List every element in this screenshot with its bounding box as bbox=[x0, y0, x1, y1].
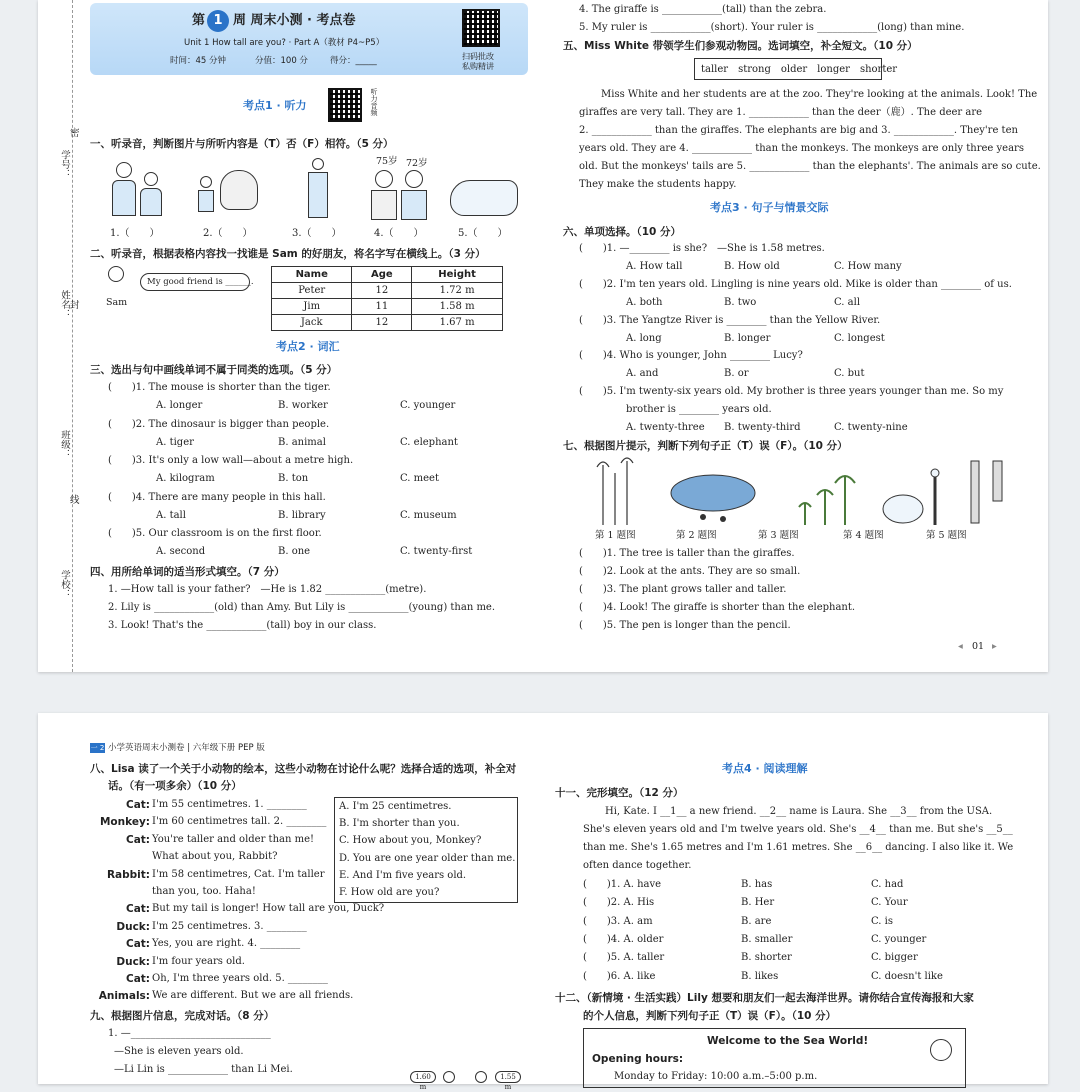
header-banner bbox=[90, 3, 528, 75]
poster-title: Welcome to the Sea World! bbox=[707, 1035, 869, 1047]
pic-label-2: 第 2 题图 bbox=[676, 530, 717, 541]
q4-title: 四、用所给单词的适当形式填空。（7 分） bbox=[90, 566, 285, 578]
option-a[interactable]: A. longer bbox=[156, 400, 203, 411]
vocab-question[interactable]: ( )5. Our classroom is on the first floor. bbox=[108, 528, 322, 539]
cloze-option-c[interactable]: C. doesn't like bbox=[871, 970, 943, 982]
q1-mark-4[interactable]: 4.（ ） bbox=[374, 228, 424, 239]
side-seal-mi: 密 bbox=[70, 128, 80, 139]
option-c[interactable]: C. How many bbox=[834, 261, 902, 272]
picture-cat-dog bbox=[450, 180, 518, 216]
picture-boy-dog bbox=[198, 170, 263, 220]
pic-label-4: 第 4 题图 bbox=[843, 530, 884, 541]
cell: Peter bbox=[272, 283, 352, 299]
side-label-school: 学校： bbox=[59, 570, 70, 599]
mc-question[interactable]: ( )2. I'm ten years old. Lingling is nine years old. Mike is older than ________ of us. bbox=[579, 279, 1012, 290]
fill-line-1[interactable]: 1. —How tall is your father? —He is 1.82 ____________(metre). bbox=[108, 584, 427, 595]
prev-page-arrow-icon[interactable]: ◂ bbox=[958, 641, 963, 652]
option-c[interactable]: C. longest bbox=[834, 333, 885, 344]
side-label-id: 学号： bbox=[59, 150, 70, 179]
binding-line bbox=[72, 0, 73, 672]
q11-title: 十一、完形填空。（12 分） bbox=[555, 787, 684, 799]
q8-title: 八、Lisa 读了一个关于小动物的绘本，这些小动物在讨论什么呢？选择合适的选项，补全对 bbox=[90, 763, 517, 775]
cloze-line: often dance together. bbox=[583, 860, 692, 871]
cloze-option-a[interactable]: ( )3. A. am bbox=[583, 915, 653, 927]
option-c[interactable]: C. younger bbox=[400, 400, 456, 411]
banner-title: 周 周末小测 · 考点卷 bbox=[233, 13, 356, 28]
poster-hours-time: Monday to Friday: 10:00 a.m.–5:00 p.m. bbox=[614, 1071, 818, 1082]
exam-page-1 bbox=[38, 0, 1048, 672]
q1-mark-5[interactable]: 5.（ ） bbox=[458, 228, 508, 239]
page-badge: 一 2 bbox=[90, 744, 105, 752]
option-a[interactable]: A. tiger bbox=[156, 436, 194, 448]
option-b[interactable]: B. How old bbox=[724, 261, 780, 272]
tf-item[interactable]: ( )2. Look at the ants. They are so small. bbox=[579, 566, 801, 577]
height-tag-2: 1.55 m bbox=[495, 1071, 521, 1083]
sea-world-poster bbox=[583, 1028, 966, 1088]
giraffe-tree-picture bbox=[597, 458, 633, 525]
speaker: Duck: bbox=[116, 920, 150, 933]
vocab-question[interactable]: ( )1. The mouse is shorter than the tiger. bbox=[108, 382, 331, 393]
passage-line: They make the students happy. bbox=[579, 179, 737, 190]
option-c[interactable]: C. twenty-first bbox=[400, 546, 473, 557]
dialog-line: But my tail is longer! How tall are you, Duck? bbox=[152, 903, 385, 915]
bubble-text: My good friend is ______. bbox=[147, 277, 254, 287]
tf-item[interactable]: ( )3. The plant grows taller and taller. bbox=[579, 584, 787, 595]
dialog-line[interactable]: I'm 25 centimetres. 3. ________ bbox=[152, 920, 307, 932]
option-a[interactable]: A. second bbox=[156, 546, 206, 557]
speaker: Animals: bbox=[98, 990, 150, 1003]
th-height: Height bbox=[412, 267, 503, 283]
cloze-option-a[interactable]: ( )1. A. have bbox=[583, 879, 662, 890]
table-row bbox=[272, 299, 503, 315]
table-row bbox=[272, 283, 503, 299]
tf-item[interactable]: ( )1. The tree is taller than the giraffes. bbox=[579, 548, 795, 559]
side-label-name: 姓名： bbox=[59, 290, 70, 319]
girl-figure bbox=[930, 1039, 952, 1061]
mc-question[interactable]: ( )1. —________ is she? —She is 1.58 metres. bbox=[579, 243, 825, 254]
dialog-line: We are different. But we are all friends. bbox=[152, 990, 354, 1002]
age-tag-75: 75岁 bbox=[376, 156, 398, 167]
boy-avatar bbox=[475, 1071, 487, 1083]
sam-label: Sam bbox=[106, 297, 128, 308]
cloze-option-a[interactable]: ( )2. A. His bbox=[583, 897, 655, 909]
speaker: Cat: bbox=[125, 973, 150, 985]
option-item: E. And I'm five years old. bbox=[339, 869, 467, 881]
option-c[interactable]: C. twenty-nine bbox=[834, 422, 908, 433]
pic-label-3: 第 3 题图 bbox=[758, 530, 799, 541]
q8-title-2: 话。（有一项多余）（10 分） bbox=[108, 780, 242, 792]
cloze-option-c[interactable]: C. had bbox=[871, 879, 904, 890]
option-b[interactable]: B. one bbox=[278, 546, 311, 557]
cloze-option-a[interactable]: ( )4. A. older bbox=[583, 933, 664, 945]
option-c[interactable]: C. but bbox=[834, 368, 865, 379]
option-b[interactable]: B. library bbox=[278, 509, 326, 521]
option-b[interactable]: B. or bbox=[724, 368, 749, 379]
passage-line[interactable]: 2. ____________ than the giraffes. The elephants are big and 3. ____________. They're ten bbox=[579, 125, 1018, 136]
q1-mark-1[interactable]: 1.（ ） bbox=[110, 228, 160, 239]
qr-label-1: 扫码批改 bbox=[462, 52, 494, 61]
score-info: 分值：100 分 bbox=[255, 56, 308, 66]
dialog-line: I'm 58 centimetres, Cat. I'm taller bbox=[152, 868, 325, 880]
cloze-option-b[interactable]: B. Her bbox=[741, 897, 775, 909]
cloze-option-b[interactable]: B. shorter bbox=[741, 952, 792, 964]
fill-line-2[interactable]: 2. Lily is ____________(old) than Amy. But Lily is ____________(young) than me. bbox=[108, 602, 496, 613]
option-a[interactable]: A. How tall bbox=[626, 261, 683, 272]
q2-title: 二、听录音，根据表格内容找一找谁是 Sam 的好朋友，将名字写在横线上。（3 分） bbox=[90, 248, 486, 260]
option-b[interactable]: B. longer bbox=[724, 333, 771, 344]
cell: 12 bbox=[352, 315, 412, 331]
speaker: Cat: bbox=[125, 903, 150, 916]
qr-label-2: 私购精讲 bbox=[462, 62, 494, 71]
section-3-title: 考点3 · 句子与情景交际 bbox=[710, 201, 829, 214]
table-row bbox=[272, 315, 503, 331]
tf-item[interactable]: ( )5. The pen is longer than the pencil. bbox=[579, 620, 791, 631]
options-box bbox=[334, 797, 518, 903]
q1-mark-3[interactable]: 3.（ ） bbox=[292, 228, 342, 239]
table-header-row bbox=[272, 267, 503, 283]
q7-pictures bbox=[583, 455, 1003, 530]
dialog-line: I'm four years old. bbox=[152, 955, 245, 967]
week-prefix: 第 bbox=[192, 13, 206, 28]
cloze-option-c[interactable]: C. bigger bbox=[871, 952, 918, 964]
pic-label-1: 第 1 题图 bbox=[595, 530, 636, 541]
section-2-title: 考点2 · 词汇 bbox=[276, 340, 340, 353]
cell: 1.72 m bbox=[412, 283, 503, 299]
cloze-option-a[interactable]: ( )6. A. like bbox=[583, 970, 656, 982]
cloze-line[interactable]: than me. She's 1.65 metres and I'm 1.61 metres. She __6__ dancing. I also like it. We bbox=[583, 842, 1014, 853]
cloze-option-c[interactable]: C. younger bbox=[871, 933, 927, 945]
age-tag-72: 72岁 bbox=[406, 158, 428, 169]
option-c[interactable]: C. meet bbox=[400, 473, 439, 484]
side-label-class: 班级： bbox=[59, 430, 70, 459]
dialog-line[interactable]: I'm 55 centimetres. 1. ________ bbox=[152, 799, 307, 810]
q9-line-3[interactable]: —Li Lin is ____________ than Li Mei. bbox=[114, 1064, 293, 1075]
option-item: F. How old are you? bbox=[339, 887, 440, 898]
vocab-question[interactable]: ( )2. The dinosaur is bigger than people. bbox=[108, 418, 330, 430]
height-tag-1: 1.60 m bbox=[410, 1071, 436, 1083]
cell: 12 bbox=[352, 283, 412, 299]
picture-tall-man bbox=[303, 158, 333, 220]
score-got: 得分：_____ bbox=[330, 56, 377, 66]
cloze-option-c[interactable]: C. Your bbox=[871, 897, 908, 909]
option-a[interactable]: A. and bbox=[626, 368, 659, 379]
page2-header: 小学英语周末小测卷 | 六年级下册 PEP 版 bbox=[108, 743, 265, 753]
side-seal-xian: 线 bbox=[70, 495, 80, 506]
q9-line-2: —She is eleven years old. bbox=[114, 1046, 244, 1057]
fill-line-3[interactable]: 3. Look! That's the ____________(tall) boy in our class. bbox=[108, 620, 377, 631]
speaker: Cat: bbox=[125, 938, 150, 951]
time-info: 时间：45 分钟 bbox=[170, 56, 227, 66]
q7-title: 七、根据图片提示，判断下列句子正（T）误（F）。（10 分） bbox=[563, 440, 848, 452]
page-number: 01 bbox=[972, 641, 985, 652]
q12-title: 十二、（新情境 · 生活实践）Lily 想要和朋友们一起去海洋世界。请你结合宣传海报和大家 bbox=[555, 992, 974, 1004]
option-b[interactable]: B. worker bbox=[278, 400, 328, 411]
tf-item[interactable]: ( )4. Look! The giraffe is shorter than the elephant. bbox=[579, 602, 856, 613]
option-a[interactable]: A. twenty-three bbox=[626, 422, 705, 433]
mc-question[interactable]: ( )3. The Yangtze River is ________ than the Yellow River. bbox=[579, 315, 881, 326]
option-item: D. You are one year older than me. bbox=[339, 852, 516, 864]
cloze-option-b[interactable]: B. smaller bbox=[741, 933, 793, 945]
poster-hours-label: Opening hours: bbox=[592, 1053, 684, 1065]
next-page-arrow-icon[interactable]: ▸ bbox=[992, 641, 997, 652]
plants-picture bbox=[799, 476, 855, 525]
vocab-question[interactable]: ( )4. There are many people in this hall. bbox=[108, 491, 326, 503]
option-a[interactable]: A. both bbox=[626, 297, 663, 308]
cloze-line[interactable]: She's eleven years old and I'm twelve years old. She's __4__ than me. But she's __5__ bbox=[583, 824, 1013, 835]
cloze-option-b[interactable]: B. are bbox=[741, 915, 772, 927]
giraffe-elephant-picture bbox=[883, 469, 939, 525]
cloze-option-b[interactable]: B. likes bbox=[741, 970, 779, 982]
option-c[interactable]: C. all bbox=[834, 297, 861, 308]
dialog-line: than you, too. Haha! bbox=[152, 886, 256, 897]
q5-title: 五、Miss White 带领学生们参观动物园。选词填空，补全短文。（10 分） bbox=[563, 40, 918, 52]
th-name: Name bbox=[272, 267, 352, 283]
cell: Jack bbox=[272, 315, 352, 331]
mc-question-cont: brother is ________ years old. bbox=[626, 404, 772, 415]
q1-mark-2[interactable]: 2.（ ） bbox=[203, 228, 253, 239]
speaker: Monkey: bbox=[99, 816, 150, 829]
dialog-line[interactable]: Yes, you are right. 4. ________ bbox=[152, 938, 301, 950]
option-b[interactable]: B. animal bbox=[278, 436, 326, 448]
audio-qr-label: 听力音频 bbox=[370, 88, 378, 116]
audio-qr-icon[interactable] bbox=[328, 88, 362, 122]
option-item: B. I'm shorter than you. bbox=[339, 818, 460, 830]
option-a[interactable]: A. long bbox=[626, 333, 662, 344]
option-c[interactable]: C. museum bbox=[400, 509, 457, 521]
speaker: Duck: bbox=[116, 955, 150, 968]
cell: Jim bbox=[272, 299, 352, 315]
pic-label-5: 第 5 题图 bbox=[926, 530, 967, 541]
speaker: Cat: bbox=[125, 833, 150, 846]
pen-pencil-picture bbox=[971, 461, 1002, 523]
sam-avatar bbox=[108, 266, 124, 282]
dialog-line: What about you, Rabbit? bbox=[152, 851, 278, 863]
banner-subtitle: Unit 1 How tall are you? · Part A（教材 P4~P5） bbox=[184, 38, 385, 48]
option-a[interactable]: A. tall bbox=[156, 509, 186, 521]
speech-bubble bbox=[140, 273, 254, 291]
picture-father-daughter bbox=[110, 160, 170, 220]
picture-grandparents bbox=[371, 170, 433, 222]
height-table bbox=[271, 266, 503, 331]
exam-page-2 bbox=[38, 713, 1048, 1091]
dialog-line: You're taller and older than me! bbox=[152, 833, 315, 845]
cloze-line[interactable]: Hi, Kate. I __1__ a new friend. __2__ name is Laura. She __3__ from the USA. bbox=[605, 806, 993, 817]
speaker: Cat: bbox=[125, 799, 150, 811]
qr-code-icon[interactable] bbox=[462, 9, 500, 47]
passage-line[interactable]: years old. They are 4. ____________ than the monkeys. The monkeys are only three years bbox=[579, 143, 1024, 154]
mc-question[interactable]: ( )5. I'm twenty-six years old. My brother is three years younger than me. So my bbox=[579, 386, 1004, 397]
week-number-badge: 1 bbox=[207, 10, 229, 32]
q9-line-1[interactable]: 1. —____________________________ bbox=[108, 1028, 271, 1039]
cell: 11 bbox=[352, 299, 412, 315]
vocab-question[interactable]: ( )3. It's only a low wall—about a metre high. bbox=[108, 455, 354, 466]
fill-line-5[interactable]: 5. My ruler is ____________(short). Your ruler is ____________(long) than mine. bbox=[579, 22, 965, 33]
section-4-title: 考点4 · 阅读理解 bbox=[722, 762, 808, 775]
section-1-title: 考点1 · 听力 bbox=[243, 99, 307, 112]
speaker: Rabbit: bbox=[106, 868, 150, 881]
mc-question[interactable]: ( )4. Who is younger, John ________ Lucy? bbox=[579, 350, 803, 361]
dialog-line[interactable]: Oh, I'm three years old. 5. ________ bbox=[152, 973, 328, 984]
passage-line[interactable]: old. But the monkeys' tails are 5. ____________ than the elephants'. The animals are so cute. bbox=[579, 161, 1041, 172]
cell: 1.67 m bbox=[412, 315, 503, 331]
ants-picture bbox=[671, 475, 755, 522]
q6-title: 六、单项选择。（10 分） bbox=[563, 226, 682, 238]
fill-line-4[interactable]: 4. The giraffe is ____________(tall) than the zebra. bbox=[579, 4, 827, 15]
option-b[interactable]: B. twenty-third bbox=[724, 422, 801, 433]
option-item: A. I'm 25 centimetres. bbox=[339, 801, 452, 812]
passage-line: Miss White and her students are at the zoo. They're looking at the animals. Look! The bbox=[601, 89, 1038, 100]
th-age: Age bbox=[352, 267, 412, 283]
cloze-option-c[interactable]: C. is bbox=[871, 915, 893, 927]
side-seal-feng: 封 bbox=[70, 300, 80, 311]
cloze-option-b[interactable]: B. has bbox=[741, 879, 773, 890]
dialog-line[interactable]: I'm 60 centimetres tall. 2. ________ bbox=[152, 816, 327, 828]
q3-title: 三、选出与句中画线单词不属于同类的选项。（5 分） bbox=[90, 364, 338, 376]
cell: 1.58 m bbox=[412, 299, 503, 315]
girl-avatar bbox=[443, 1071, 455, 1083]
passage-line[interactable]: giraffes are very tall. They are 1. ____________ than the deer（鹿）. The deer are bbox=[579, 107, 983, 118]
option-b[interactable]: B. two bbox=[724, 297, 757, 308]
option-b[interactable]: B. ton bbox=[278, 473, 309, 484]
word-bank bbox=[694, 58, 898, 80]
q1-title: 一、听录音，判断图片与所听内容是（T）否（F）相符。（5 分） bbox=[90, 138, 394, 150]
q12-title-2: 的个人信息，判断下列句子正（T）误（F）。（10 分） bbox=[583, 1010, 837, 1022]
word-bank-words: taller strong older longer shorter bbox=[701, 64, 898, 75]
q9-title: 九、根据图片信息，完成对话。（8 分） bbox=[90, 1010, 275, 1022]
option-item: C. How about you, Monkey? bbox=[339, 835, 482, 847]
option-a[interactable]: A. kilogram bbox=[156, 473, 215, 484]
cloze-option-a[interactable]: ( )5. A. taller bbox=[583, 952, 665, 964]
option-c[interactable]: C. elephant bbox=[400, 436, 458, 448]
